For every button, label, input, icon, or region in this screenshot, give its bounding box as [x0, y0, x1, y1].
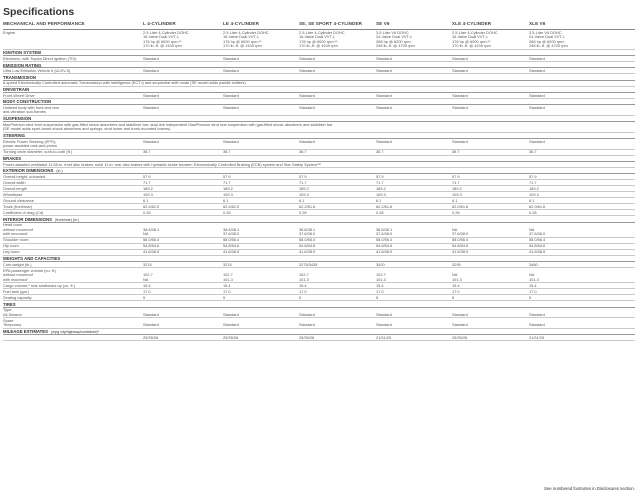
spec-value: NA 101.3: [452, 272, 462, 282]
spec-value: Standard: [299, 92, 315, 98]
spec-value: 3215: [143, 261, 152, 267]
spec-value: Standard: [299, 67, 315, 73]
section-title: MILEAGE ESTIMATES: [3, 329, 49, 335]
spec-label: EPA passenger volume (cu. ft.) without moonroof with moonroof: [3, 267, 57, 282]
spec-value: 58.0/56.4: [143, 237, 160, 243]
spec-value: Standard: [452, 92, 468, 98]
spec-label: Coefficient of drag (Cd): [3, 209, 44, 215]
spec-value: Standard: [529, 67, 545, 73]
spec-label: Shoulder room: [3, 237, 29, 243]
section-title: BODY CONSTRUCTION: [3, 99, 52, 105]
spec-value: 54.8/54.6: [376, 243, 393, 249]
spec-value: Standard: [452, 138, 468, 144]
spec-value: 54.8/54.6: [223, 243, 240, 249]
section-title: SUSPENSION: [3, 116, 32, 122]
spec-label: Turning circle diameter, curb-to-curb (ft.): [3, 149, 73, 155]
spec-value: 109.3: [452, 191, 462, 197]
column-header: SE V6: [376, 21, 390, 26]
section-title: EMISSION RATING: [3, 62, 42, 68]
spec-value: 62.4/62.0: [223, 203, 240, 209]
spec-value: 6.1: [529, 197, 535, 203]
spec-label: Overall height, unloaded: [3, 173, 46, 179]
spec-value: Standard: [223, 92, 239, 98]
spec-description: Power-assisted ventilated 11.65-in. front disc brakes; solid 11-in. rear disc brakes with hydraulic brake booster; Electronically Controlled Braking (ECB) system and Star Safety System™: [3, 161, 321, 167]
spec-value: 71.7: [452, 179, 460, 185]
spec-value: 25/35/28: [143, 334, 159, 340]
spec-row: [3, 295, 635, 301]
spec-row: [3, 308, 635, 319]
spec-value: 36.7: [143, 149, 151, 155]
spec-value: Standard: [299, 138, 315, 144]
spec-value: Standard: [529, 55, 545, 61]
spec-value: Standard: [223, 322, 239, 328]
spec-value: 5: [299, 294, 302, 300]
spec-value: Standard: [143, 311, 159, 317]
spec-row: [3, 150, 635, 156]
spec-value: 3.5-Liter V6 DOHC 24-Valve Dual VVT-i; 268 hp @ 6200 rpm; 248 lb.-ft. @ 4700 rpm: [529, 29, 568, 49]
spec-value: Standard: [143, 138, 159, 144]
spec-value: Standard: [529, 322, 545, 328]
spec-row: [3, 162, 635, 168]
spec-value: 3.5-Liter V6 DOHC 24-Valve Dual VVT-i; 268 hp @ 6200 rpm; 248 lb.-ft. @ 4700 rpm: [376, 29, 415, 49]
spec-value: 109.3: [529, 191, 539, 197]
spec-value: 58.0/56.4: [452, 237, 469, 243]
spec-value: 5: [452, 294, 455, 300]
spec-value: Standard: [529, 311, 545, 317]
spec-row: [3, 210, 635, 216]
spec-value: 5: [143, 294, 146, 300]
spec-value: Standard: [143, 55, 159, 61]
column-header: XLE V6: [529, 21, 546, 26]
spec-value: 189.2: [452, 185, 462, 191]
spec-value: 2.5-Liter 4-Cylinder DOHC 16-Valve Dual VVT-i; 178 hp @ 6000 rpm;** 170 lb.-ft. @ 4100 rpm: [452, 29, 498, 49]
spec-value: 38.8/38.1 37.6/38.0: [299, 226, 316, 237]
spec-value: 21/31/25: [529, 334, 545, 340]
spec-value: Standard: [452, 311, 468, 317]
spec-label: Fuel tank (gal.): [3, 288, 29, 294]
spec-label: Wheelbase: [3, 191, 23, 197]
spec-value: 5: [223, 294, 226, 300]
spec-value: Standard: [223, 67, 239, 73]
spec-value: 36.7: [452, 149, 460, 155]
spec-value: 41.6/38.9: [529, 249, 546, 255]
spec-table: [3, 30, 635, 341]
spec-value: 41.6/38.9: [452, 249, 469, 255]
spec-value: 62.2/61.6: [376, 203, 393, 209]
spec-value: 25/35/28: [223, 334, 239, 340]
section-title: INTERIOR DIMENSIONS: [3, 216, 52, 222]
spec-value: 6.1: [299, 197, 305, 203]
spec-row: [3, 81, 635, 87]
spec-value: 54.8/54.6: [299, 243, 316, 249]
spec-value: Standard: [299, 311, 315, 317]
spec-value: 41.6/38.9: [376, 249, 393, 255]
spec-value: 41.6/38.9: [223, 249, 240, 255]
spec-value: 15.4: [299, 282, 307, 288]
spec-label: Seating capacity: [3, 294, 32, 300]
spec-label: Electric Power Steering (EPS); power-assisted rack-and-pinion: [3, 138, 58, 149]
spec-value: 0.28: [529, 209, 537, 215]
spec-value: 15.4: [376, 282, 384, 288]
spec-value: 62.4/62.0: [143, 203, 160, 209]
spec-value: Standard: [143, 322, 159, 328]
spec-row: [3, 56, 635, 62]
column-header: L 4-CYLINDER: [143, 21, 176, 26]
spec-value: Standard: [143, 67, 159, 73]
spec-value: 3275/3435: [299, 261, 318, 267]
section-title: TRANSMISSION: [3, 74, 36, 80]
spec-label: Head room without moonroof with moonroof: [3, 222, 33, 237]
section-title: DRIVETRAIN: [3, 87, 30, 93]
spec-value: Standard: [376, 104, 392, 110]
spec-value: 25/35/28: [299, 334, 315, 340]
spec-value: 102.7 NA: [143, 272, 153, 282]
spec-row: [3, 30, 635, 50]
spec-value: 17.0: [529, 288, 537, 294]
spec-value: 57.9: [529, 173, 537, 179]
page-title: Specifications: [3, 6, 75, 18]
spec-value: 41.6/38.9: [299, 249, 316, 255]
spec-value: Standard: [376, 92, 392, 98]
spec-value: 54.8/54.6: [143, 243, 160, 249]
spec-value: 6.1: [452, 197, 458, 203]
spec-label: Track (front/rear): [3, 203, 33, 209]
spec-value: 17.0: [299, 288, 307, 294]
spec-value: 62.0/61.6: [529, 203, 546, 209]
spec-value: 36.7: [376, 149, 384, 155]
spec-value: 0.28: [223, 209, 231, 215]
spec-value: 109.3: [223, 191, 233, 197]
spec-value: NA 37.6/38.0: [452, 226, 469, 237]
spec-value: 25/35/28: [452, 334, 468, 340]
spec-value: 189.2: [143, 185, 153, 191]
spec-row: [3, 68, 635, 74]
spec-value: 0.28: [376, 209, 384, 215]
spec-value: 15.4: [223, 282, 231, 288]
spec-value: 0.28: [143, 209, 151, 215]
section-note: (in.): [56, 169, 63, 174]
spec-value: Standard: [529, 104, 545, 110]
spec-value: Standard: [452, 55, 468, 61]
spec-value: Standard: [452, 322, 468, 328]
spec-value: 71.7: [299, 179, 307, 185]
spec-value: 3460: [529, 261, 538, 267]
spec-value: Standard: [143, 104, 159, 110]
spec-value: 58.0/56.4: [376, 237, 393, 243]
spec-label: Curb weight (lb.): [3, 261, 32, 267]
spec-value: 3295: [452, 261, 461, 267]
spec-value: 109.3: [143, 191, 153, 197]
spec-value: 0.28: [452, 209, 460, 215]
spec-description: MacPherson strut front suspension with gas-filled shock absorbers and stabilizer bar; dual-link independent MacPherson strut rear suspension with gas-filled shock absorbers and stabilizer bar (SE model adds sport-tuned shock absorbers and springs, strut tower and trunk-mounted braces): [3, 121, 333, 132]
spec-value: 109.3: [376, 191, 386, 197]
spec-value: 189.2: [223, 185, 233, 191]
spec-value: Standard: [223, 104, 239, 110]
spec-value: 109.3: [299, 191, 309, 197]
spec-value: Standard: [376, 55, 392, 61]
spec-value: 21/31/25: [376, 334, 392, 340]
spec-value: 15.4: [452, 282, 460, 288]
spec-value: 17.0: [452, 288, 460, 294]
spec-value: 54.8/54.6: [529, 243, 546, 249]
spec-value: 189.2: [299, 185, 309, 191]
spec-value: 6.1: [143, 197, 149, 203]
spec-value: 6.1: [376, 197, 382, 203]
spec-value: 5: [529, 294, 532, 300]
spec-description: 6-speed Electronically Controlled automatic Transmission with intelligence (ECT-i) and sequential shift mode (SE model adds paddle shifters): [3, 80, 246, 86]
spec-value: 3215: [223, 261, 232, 267]
spec-value: Standard: [529, 138, 545, 144]
spec-value: 71.7: [376, 179, 384, 185]
spec-value: 58.0/56.4: [299, 237, 316, 243]
spec-value: NA 101.3: [529, 272, 539, 282]
spec-value: NA 37.6/38.0: [529, 226, 546, 237]
spec-value: 15.4: [143, 282, 151, 288]
spec-value: Standard: [223, 138, 239, 144]
spec-value: 41.6/38.9: [143, 249, 160, 255]
spec-value: 54.8/54.6: [452, 243, 469, 249]
spec-value: 15.4: [529, 282, 537, 288]
spec-label: Overall length: [3, 185, 28, 191]
spec-value: Standard: [223, 311, 239, 317]
spec-value: 38.8/38.1 37.6/38.0: [376, 226, 393, 237]
spec-label: Hip room: [3, 243, 19, 249]
spec-value: 3420: [376, 261, 385, 267]
spec-row: [3, 268, 635, 283]
spec-value: 38.8/38.1 NA: [143, 226, 160, 237]
spec-value: Standard: [529, 92, 545, 98]
spec-value: Standard: [143, 92, 159, 98]
section-note: (front/rear) (in.): [54, 217, 80, 222]
spec-row: [3, 93, 635, 99]
spec-label: Front-Wheel Drive: [3, 92, 35, 98]
spec-value: Standard: [376, 322, 392, 328]
spec-row: [3, 223, 635, 238]
spec-value: 57.9: [143, 173, 151, 179]
spec-value: Standard: [376, 67, 392, 73]
spec-value: Standard: [376, 311, 392, 317]
spec-value: Standard: [299, 104, 315, 110]
spec-value: 17.0: [143, 288, 151, 294]
spec-value: 57.9: [223, 173, 231, 179]
footnote: See numbered footnotes in Disclosures section.: [543, 486, 635, 491]
spec-label: Engine: [3, 29, 16, 35]
spec-value: 17.0: [376, 288, 384, 294]
spec-value: 102.7 101.3: [223, 272, 233, 282]
spec-value: 189.2: [376, 185, 386, 191]
spec-value: 102.7 101.3: [299, 272, 309, 282]
spec-value: 57.9: [452, 173, 460, 179]
spec-value: Standard: [299, 55, 315, 61]
spec-value: 2.5-Liter 4-Cylinder DOHC 16-Valve Dual VVT-i; 178 hp @ 6000 rpm;** 170 lb.-ft. @ 4100 rpm: [143, 29, 189, 49]
spec-value: 71.7: [529, 179, 537, 185]
spec-row: [3, 318, 635, 329]
section-title: EXTERIOR DIMENSIONS: [3, 168, 54, 174]
spec-value: 6.1: [223, 197, 229, 203]
section-title: TIRES: [3, 301, 16, 307]
spec-value: Standard: [452, 104, 468, 110]
section-title: BRAKES: [3, 156, 22, 162]
spec-row: [3, 335, 635, 341]
spec-label: Leg room: [3, 249, 20, 255]
spec-label: Electronic, with Toyota Direct Ignition (TDI): [3, 55, 77, 61]
column-header: XLE 4-CYLINDER: [452, 21, 492, 26]
spec-value: 5: [376, 294, 379, 300]
section-title: STEERING: [3, 133, 25, 139]
section-title: WEIGHTS AND CAPACITIES: [3, 256, 61, 262]
spec-value: 58.0/56.4: [223, 237, 240, 243]
spec-value: 62.0/61.6: [452, 203, 469, 209]
spec-label: Ground clearance: [3, 197, 34, 203]
spec-value: 36.7: [223, 149, 231, 155]
spec-value: 36.7: [529, 149, 537, 155]
spec-value: 17.0: [223, 288, 231, 294]
spec-label: Unitized body with front and rear anti-vibration sub-frames: [3, 104, 60, 115]
section-note: (mpg city/highway/combined)*: [51, 330, 99, 335]
spec-label: Type All-Season: [3, 307, 22, 317]
spec-value: 62.2/61.6: [299, 203, 316, 209]
column-header: SE, SE SPORT 4-CYLINDER: [299, 21, 363, 26]
column-header: LE 4-CYLINDER: [223, 21, 260, 26]
spec-value: 71.7: [143, 179, 151, 185]
table-header: [3, 21, 635, 30]
spec-row: [3, 250, 635, 256]
spec-row: [3, 122, 635, 133]
spec-value: 58.0/56.4: [529, 237, 546, 243]
spec-label: Overall width: [3, 179, 26, 185]
spec-label: Ultra Low Emission Vehicle II (ULEV-II): [3, 67, 71, 73]
spec-value: 38.8/38.1 37.6/38.0: [223, 226, 240, 237]
spec-label: Spare Temporary: [3, 317, 22, 328]
spec-value: 102.7 101.3: [376, 272, 386, 282]
section-title: IGNITION SYSTEM: [3, 50, 41, 56]
spec-value: 2.5-Liter 4-Cylinder DOHC 16-Valve Dual VVT-i; 178 hp @ 6000 rpm;** 170 lb.-ft. @ 4100 rpm: [299, 29, 345, 49]
spec-value: 57.9: [299, 173, 307, 179]
spec-value: 189.2: [529, 185, 539, 191]
spec-row: [3, 139, 635, 150]
spec-value: Standard: [376, 138, 392, 144]
spec-value: 36.7: [299, 149, 307, 155]
spec-value: 0.28: [299, 209, 307, 215]
spec-value: 2.5-Liter 4-Cylinder DOHC 16-Valve Dual VVT-i; 178 hp @ 6000 rpm;** 170 lb.-ft. @ 4100 rpm: [223, 29, 269, 49]
spec-value: 57.9: [376, 173, 384, 179]
spec-label: Cargo volume,* rear seatbacks up (cu. ft.): [3, 282, 76, 288]
spec-row: [3, 105, 635, 116]
spec-value: Standard: [452, 67, 468, 73]
spec-value: 71.7: [223, 179, 231, 185]
spec-value: Standard: [223, 55, 239, 61]
spec-value: Standard: [299, 322, 315, 328]
column-header: MECHANICAL AND PERFORMANCE: [3, 21, 85, 26]
